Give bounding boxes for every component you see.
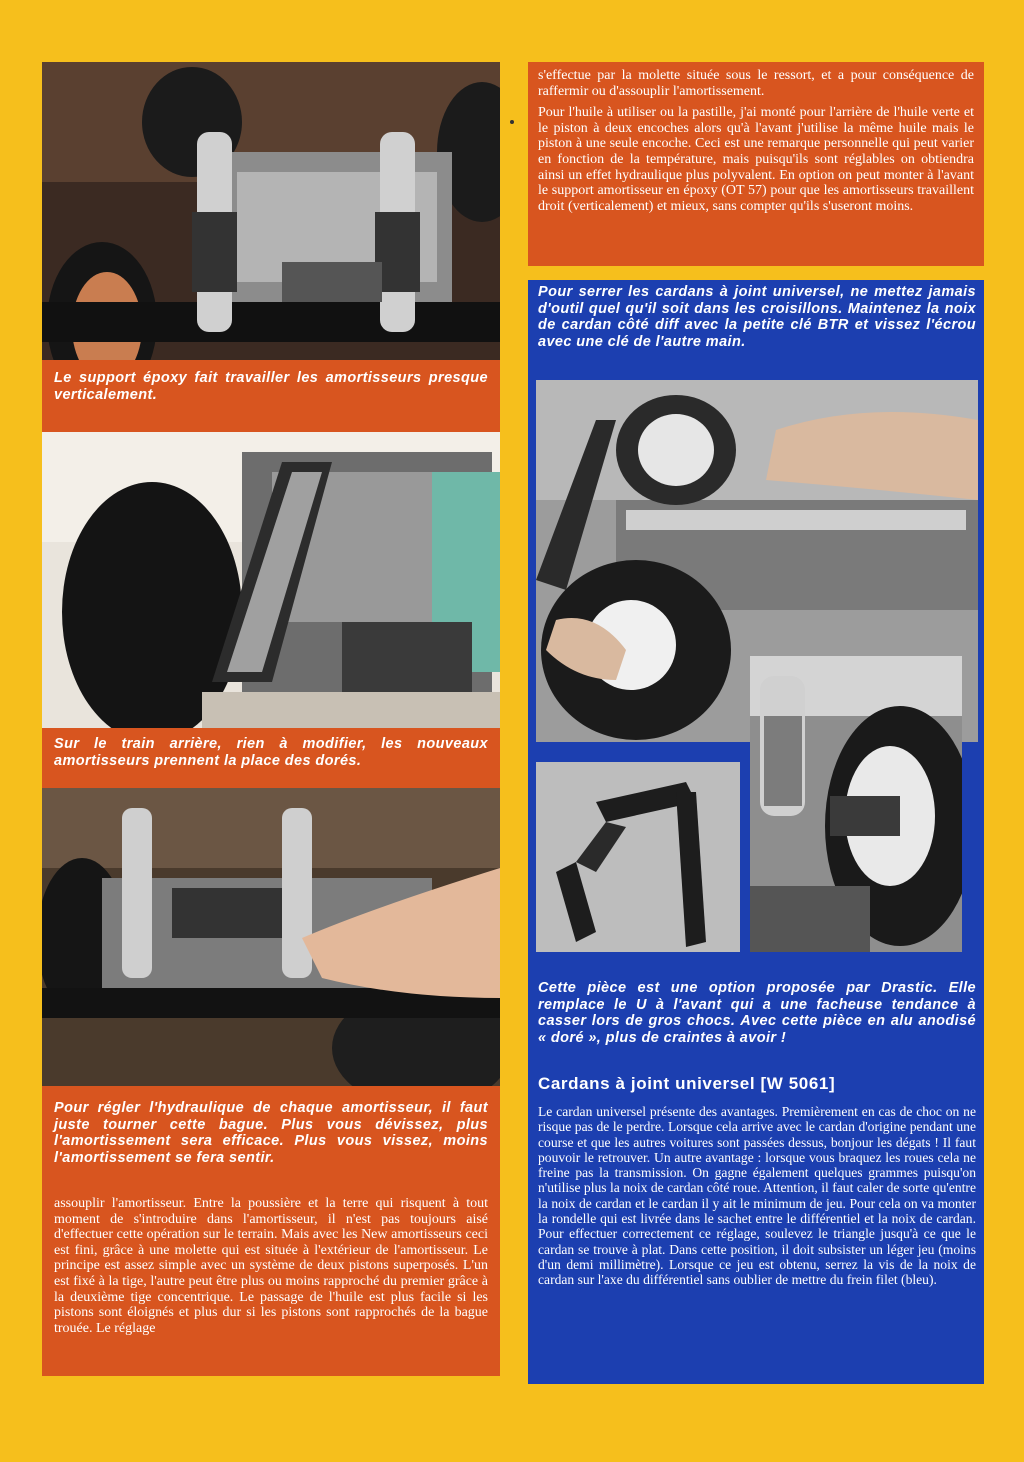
body-text-cardan: Le cardan universel présente des avantages. Premièrement en cas de choc on ne risque pas de le perdre. Lorsque cela arrive avec le cardan d'origine pendant une course et que les autres voitures sont passées dessus, bonjour les dégats ! Il faut pouvoir le retrouver. Un autre avantage : lorsque vous braquez les roues cela ne freine pas la transmission. On gagne également quelques grammes puisqu'on n'utilise plus la noix de cardan côté roue. Attention, il faut caler de sorte qu'entre la noix de cardan et le cardan il y ait le minimum de jeu. Pour cela on va monter la rondelle qui est livrée dans le sachet entre le différentiel et la noix de cardan. Pour effectuer correctement ce réglage, soulevez le triangle jusqu'à ce que le cardan se trouve à plat. Dans cette position, il doit subsister un léger jeu (moins d'un demi millimètre). Lorsque ce jeu est obtenu, serrez la vis de la noix de cardan sur l'axe du différentiel sans oublier de mettre du frein filet (bleu). (538, 1104, 976, 1288)
section-heading-cardans: Cardans à joint universel [W 5061] (538, 1074, 836, 1093)
section-heading-box (538, 1074, 976, 1100)
caption-epoxy-support: Le support époxy fait travailler les amortisseurs presque verticalement. (54, 370, 488, 403)
caption-drastic-option: Cette pièce est une option proposée par Drastic. Elle remplace le U à l'avant qui a une facheuse tendance à casser lors de gros chocs. Avec cette pièce en alu anodisé « doré », plus de craintes à avoir ! (538, 980, 976, 1046)
page-mark (510, 120, 514, 124)
caption-cardan-tightening: Pour serrer les cardans à joint universel, ne mettez jamais d'outil quel qu'il soit dans les croisillons. Maintenez la noix de cardan côté diff avec la petite clé BTR et vissez l'écrou avec une clé de l'autre main. (538, 284, 976, 350)
cardan-text-box (538, 1104, 976, 1376)
photo-shock-adjustment (42, 788, 500, 1086)
caption-drastic-box (538, 980, 976, 1050)
caption-rear-train: Sur le train arrière, rien à modifier, les nouveaux amortisseurs prennent la place des dorés. (54, 736, 488, 769)
photo-drastic-part (536, 762, 740, 952)
photo-cardan-closeup (750, 656, 962, 952)
body-text-oil: Pour l'huile à utiliser ou la pastille, j'ai monté pour l'arrière de l'huile verte et le piston à deux encoches alors qu'à l'avant j'utilise la même huile mais le piston à une seule encoche. Ceci est une remarque personnelle qui peut varier en fonction de la température, mais puisqu'ils sont réglables on obtiendra ainsi un effet hydraulique plus polyvalent. En option on peut monter à l'avant le support amortisseur en époxy (OT 57) pour que les amortisseurs travaillent droit (verticalement) et mieux, sans compter qu'ils s'useront moins. (538, 105, 974, 214)
body-text-left: assouplir l'amortisseur. Entre la poussière et la terre qui risquent à tout moment de s'introduire dans l'amortisseur, il n'est pas toujours aisé d'effectuer cette opération sur le terrain. Mais avec les New amortisseurs ceci est fini, grâce à une molette qui est située à l'extérieur de l'amortisseur. Le principe est assez simple avec un système de deux pistons superposés. L'un est fixé à la tige, l'autre peut être plus ou moins rapproché du premier grâce à la deuxième tige concentrique. Le passage de l'huile est plus facile si les pistons sont éloignés et plus dur si les pistons sont rapprochés de la bague trouée. Le réglage (54, 1196, 488, 1336)
text-panel-left (42, 1086, 500, 1376)
caption-hydraulic-adjustment: Pour régler l'hydraulique de chaque amortisseur, il faut juste tourner cette bague. Plus vous dévissez, plus l'amortissement sera efficace. Plus vous vissez, moins l'amortissement se fera sentir. (54, 1100, 488, 1166)
caption-panel-2 (42, 728, 500, 788)
text-panel-right-top (528, 62, 984, 266)
caption-cardan-box (538, 284, 976, 364)
photo-rear-shock (42, 432, 500, 728)
body-text-molette: s'effectue par la molette située sous le ressort, et a pour conséquence de raffermir ou d'assouplir l'amortissement. (538, 68, 974, 99)
caption-panel-1 (42, 360, 500, 432)
photo-front-shocks (42, 62, 500, 360)
